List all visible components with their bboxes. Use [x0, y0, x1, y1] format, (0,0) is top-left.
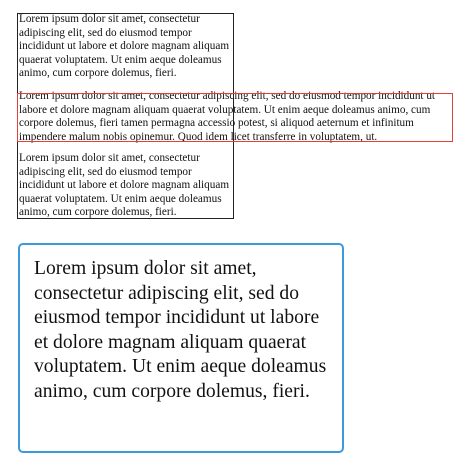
red-outlined-box — [17, 93, 453, 142]
paragraph-one: Lorem ipsum dolor sit amet, consectetur adipiscing elit, sed do eiusmod tempor incididunt ut labore et dolore magnam aliquam quaerat voluptatem. Ut enim aeque doleamus animo, cum corpore dolemus, fieri. — [19, 13, 230, 80]
paragraph-three: Lorem ipsum dolor sit amet, consectetur adipiscing elit, sed do eiusmod tempor incididunt ut labore et dolore magnam aliquam quaerat voluptatem. Ut enim aeque doleamus animo, cum corpore dolemus, fieri. — [19, 152, 230, 219]
card-paragraph: Lorem ipsum dolor sit amet, consectetur adipiscing elit, sed do eiusmod tempor incididunt ut labore et dolore magnam aliquam quaerat voluptatem. Ut enim aeque doleamus animo, cum corpore dolemus, fieri. — [34, 258, 327, 402]
blue-outlined-card — [18, 243, 344, 453]
paragraph-two: Lorem ipsum dolor sit amet, consectetur adipiscing elit, sed do eiusmod tempor incididunt ut labore et dolore magnam aliquam quaerat voluptatem. Ut enim aeque doleamus animo, cum corpore dolemus, fieri tamen permagna accessio potest, si aliquod aeternum et infinitum impendere malum nobis opinemur. Quod idem licet transferre in voluptatem, ut. — [19, 90, 436, 143]
